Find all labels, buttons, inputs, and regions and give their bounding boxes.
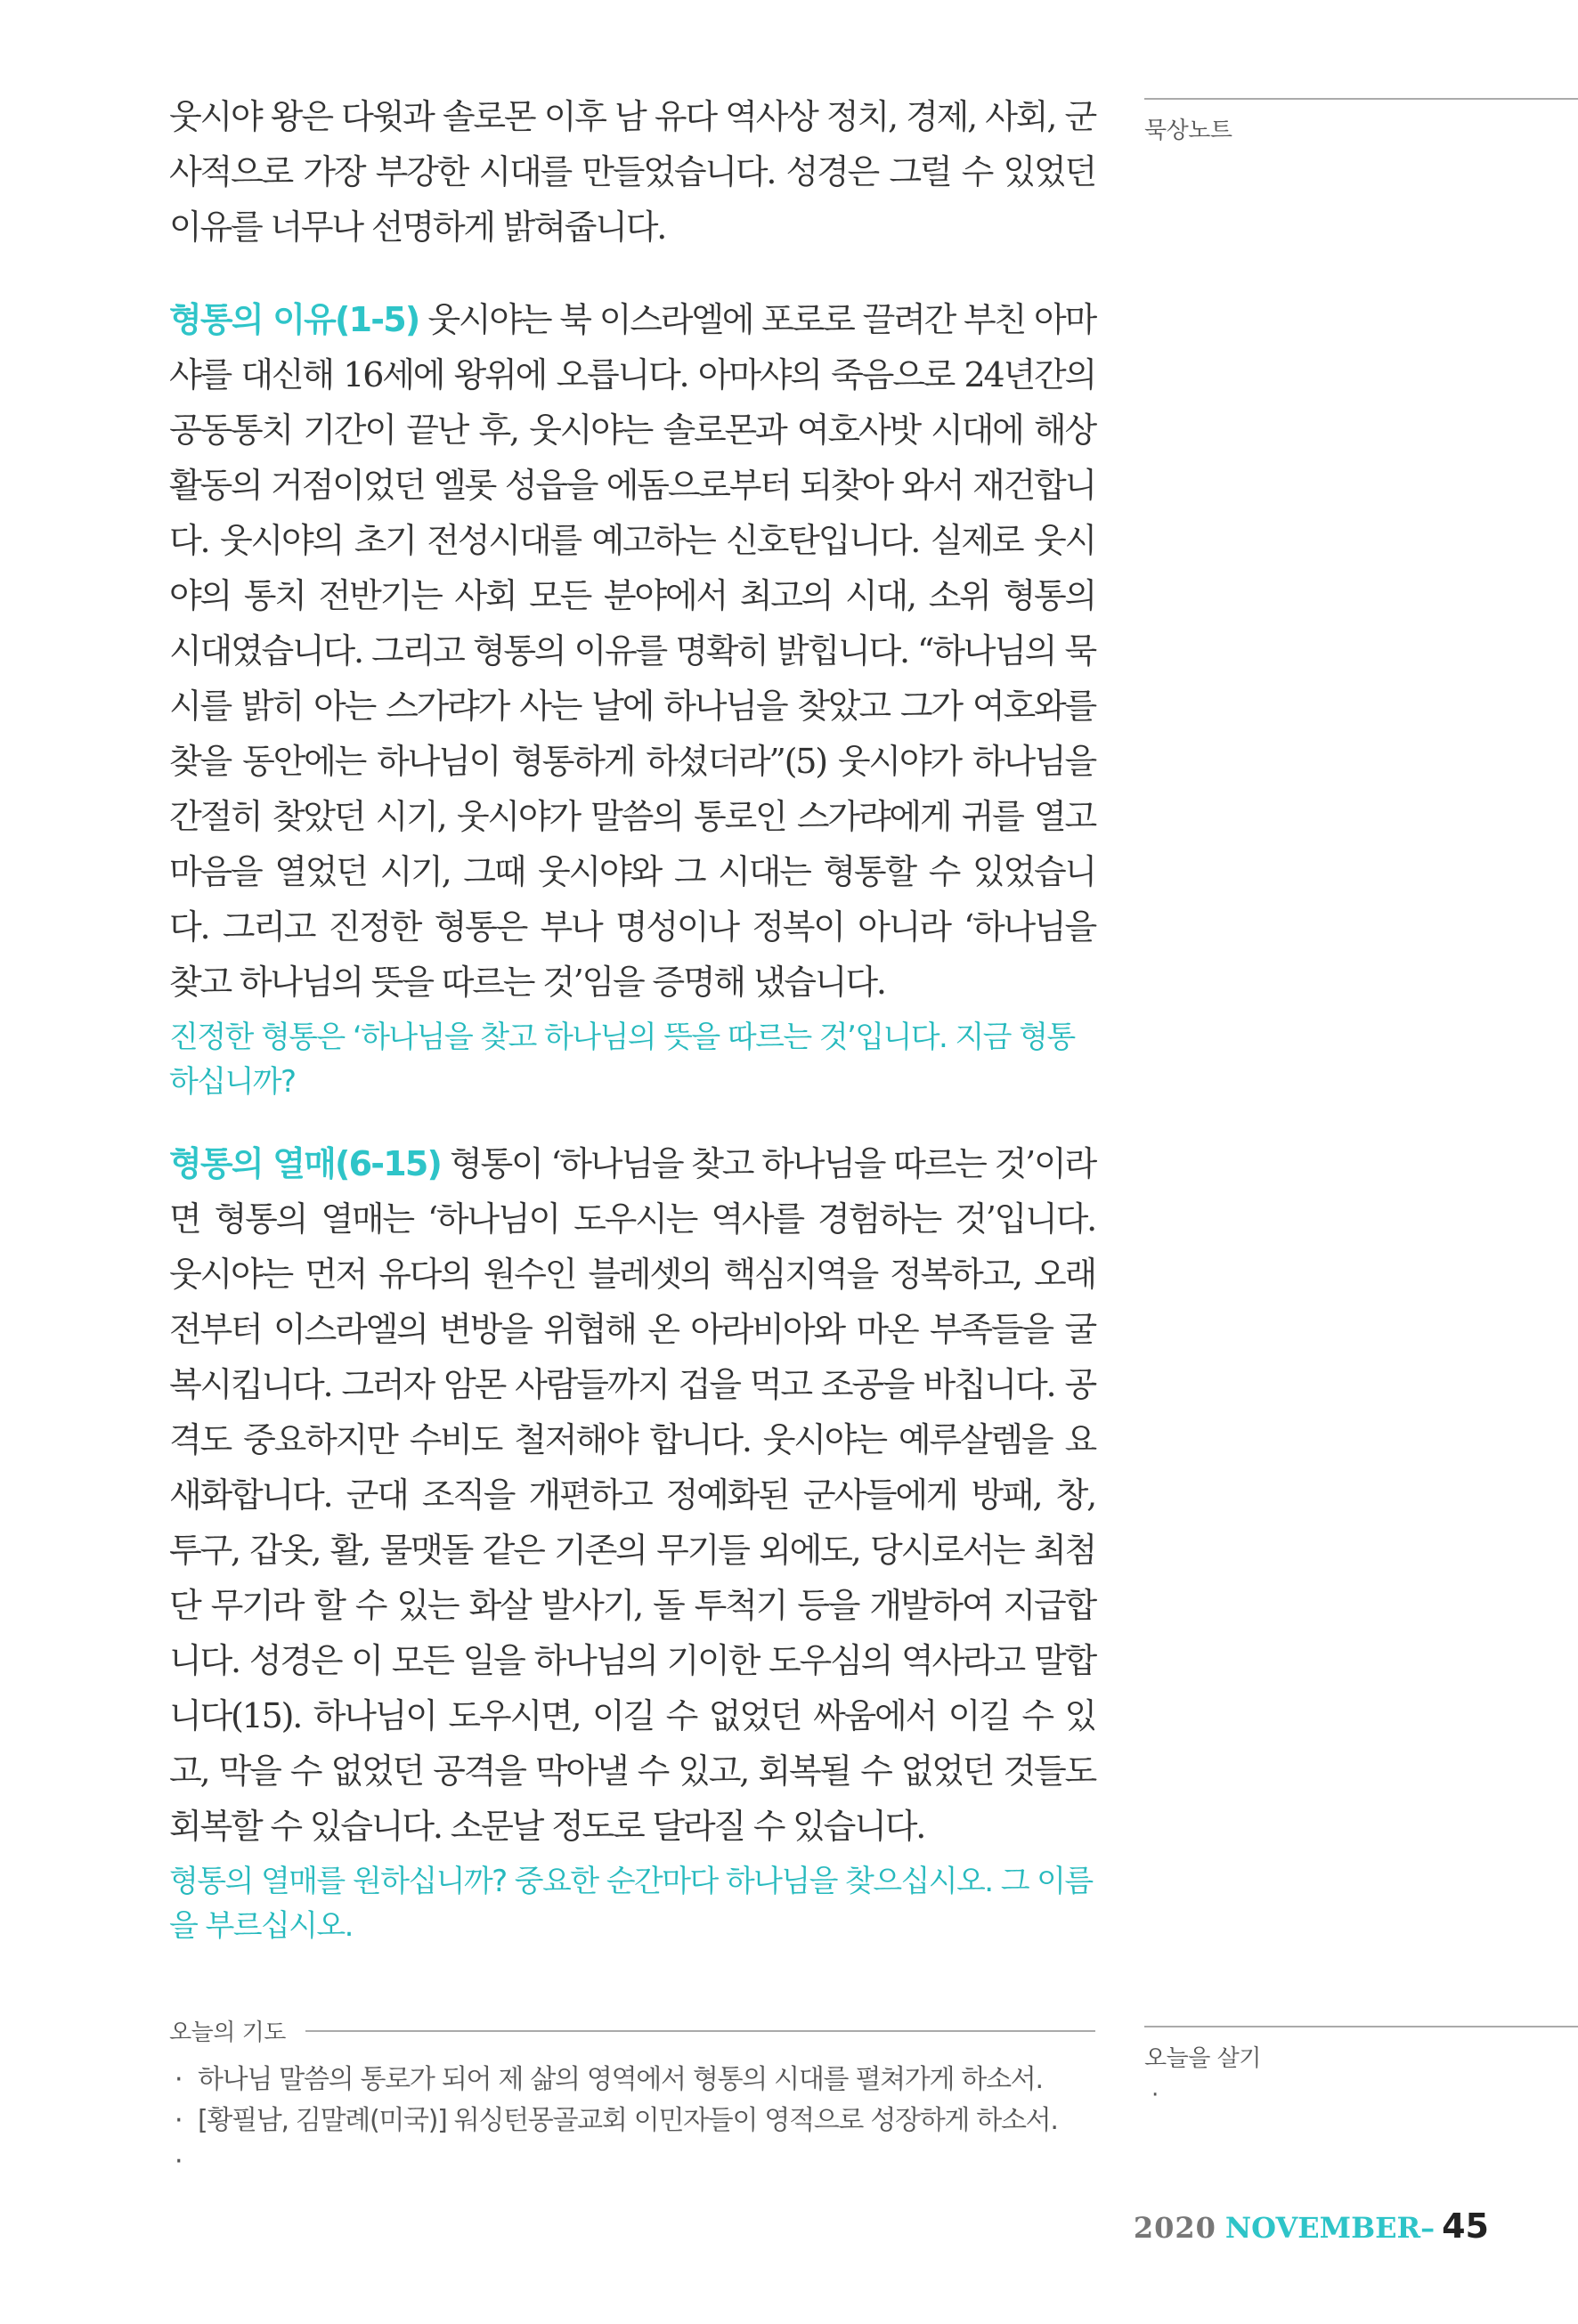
section-body-fruit: 형통이 ‘하나님을 찾고 하나님을 따르는 것’이라면 형통의 열매는 ‘하나님이 도우시는 역사를 경험하는 것’입니다. 웃시야는 먼저 유다의 원수인 블레셋의 핵심지역을 정복하고, 오래전부터 이스라엘의 변방을 위협해 온 아라비아와 마온 부족들을 굴복시킵니다. 그러자 암몬 사람들까지 겁을 먹고 조공을 바칩니다. 공격도 중요하지만 수비도 철저해야 합니다. 웃시야는 예루살렘을 요새화합니다. 군대 조직을 개편하고 정예화된 군사들에게 방패, 창, 투구, 갑옷, 활, 물맷돌 같은 기존의 무기들 외에도, 당시로서는 최첨단 무기라 할 수 있는 화살 발사기, 돌 투척기 등을 개발하여 지급합니다. 성경은 이 모든 일을 하나님의 기이한 도우심의 역사라고 말합니다(15). 하나님이 도우시면, 이길 수 없었던 싸움에서 이길 수 있고, 막을 수 없었던 공격을 막아낼 수 있고, 회복될 수 없었던 것들도 회복할 수 있습니다. 소문날 정도로 달라질 수 있습니다. (169, 1144, 1096, 1846)
main-column (169, 89, 1095, 1948)
todays-prayer (169, 2014, 1095, 2182)
page-number: 45 (1442, 2206, 1489, 2246)
prayer-item-text: 하나님 말씀의 통로가 되어 제 삶의 영역에서 형통의 시대를 펼쳐가게 하소서. (198, 2064, 1043, 2095)
bullet-dot-icon: · (175, 2146, 183, 2177)
meditation-notes-area (1144, 98, 1578, 145)
meditation-notes-rule (1144, 98, 1578, 100)
living-today-rule (1144, 2026, 1578, 2027)
prayer-item (169, 2060, 1095, 2101)
bullet-dot-icon: · (175, 2064, 183, 2095)
meditation-notes-label: 묵상노트 (1144, 118, 1232, 144)
section-fruit-paragraph (169, 1136, 1095, 1854)
section-reason-paragraph (169, 292, 1095, 1010)
intro-paragraph: 웃시야 왕은 다윗과 솔로몬 이후 남 유다 역사상 정치, 경제, 사회, 군사적으로 가장 부강한 시대를 만들었습니다. 성경은 그럴 수 있었던 이유를 너무나 선명하게 밝혀줍니다. (169, 97, 1095, 247)
callout-reason: 진정한 형통은 ‘하나님을 찾고 하나님의 뜻을 따르는 것’입니다. 지금 형통하십니까? (169, 1020, 1075, 1100)
callout-fruit: 형통의 열매를 원하십니까? 중요한 순간마다 하나님을 찾으십시오. 그 이름을 부르십시오. (169, 1864, 1093, 1944)
prayer-rule (305, 2030, 1095, 2032)
section-body-reason: 웃시야는 북 이스라엘에 포로로 끌려간 부친 아마샤를 대신해 16세에 왕위에 오릅니다. 아마샤의 죽음으로 24년간의 공동통치 기간이 끝난 후, 웃시야는 솔로몬과 여호사밧 시대에 해상활동의 거점이었던 엘롯 성읍을 에돔으로부터 되찾아 와서 재건합니다. 웃시야의 초기 전성시대를 예고하는 신호탄입니다. 실제로 웃시야의 통치 전반기는 사회 모든 분야에서 최고의 시대, 소위 형통의 시대였습니다. 그리고 형통의 이유를 명확히 밝힙니다. “하나님의 묵시를 밝히 아는 스가랴가 사는 날에 하나님을 찾았고 그가 여호와를 찾을 동안에는 하나님이 형통하게 하셨더라”(5) 웃시야가 하나님을 간절히 찾았던 시기, 웃시야가 말씀의 통로인 스가랴에게 귀를 열고 마음을 열었던 시기, 그때 웃시야와 그 시대는 형통할 수 있었습니다. 그리고 진정한 형통은 부나 명성이나 정복이 아니라 ‘하나님을 찾고 하나님의 뜻을 따르는 것’임을 증명해 냈습니다. (169, 300, 1095, 1002)
prayer-item-text: [황필남, 김말례(미국)] 워싱턴몽골교회 이민자들이 영적으로 성장하게 하소서. (198, 2105, 1058, 2136)
prayer-item (169, 2141, 1095, 2182)
section-title-fruit: 형통의 열매(6-15) (169, 1144, 442, 1183)
footer-month: NOVEMBER– (1224, 2211, 1436, 2245)
prayer-list (169, 2060, 1095, 2182)
bullet-dot-icon: · (175, 2105, 183, 2136)
page-footer (1134, 2206, 1489, 2246)
section-title-reason: 형통의 이유(1-5) (169, 300, 419, 339)
living-today-bullet: · (1151, 2082, 1159, 2109)
living-today-label: 오늘을 살기 (1144, 2045, 1261, 2072)
living-today-area (1144, 2026, 1578, 2109)
footer-year: 2020 (1133, 2211, 1216, 2245)
prayer-label: 오늘의 기도 (169, 2019, 286, 2046)
prayer-item (169, 2101, 1095, 2141)
